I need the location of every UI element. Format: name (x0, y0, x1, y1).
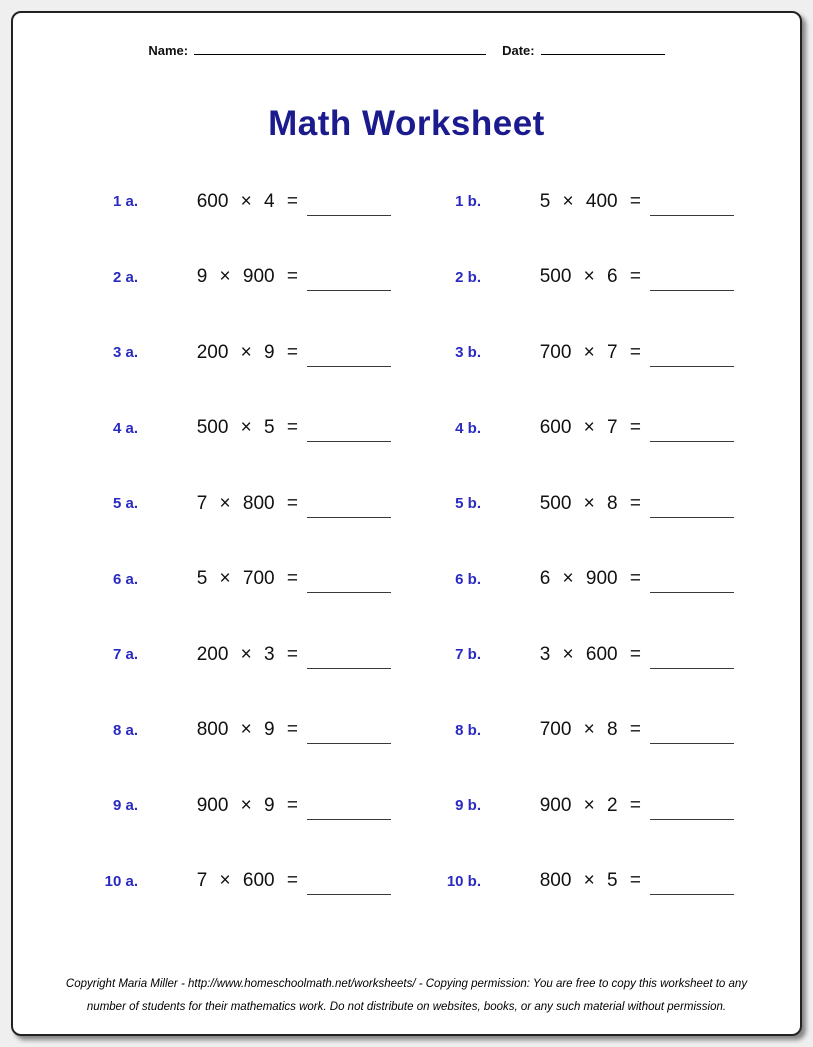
problem-cell (441, 164, 800, 240)
problem-number: 8 a. (112, 721, 138, 739)
problem-cell (441, 617, 800, 693)
problem-cell (441, 542, 800, 618)
problem-expression: 500 × 5 = (196, 417, 298, 439)
problem-cell (98, 391, 441, 467)
page-title: Math Worksheet (268, 104, 545, 143)
name-blank (194, 43, 486, 55)
problem-expression: 3 × 600 = (539, 643, 641, 665)
problem-number: 7 a. (112, 646, 138, 664)
problem-number: 6 a. (112, 570, 138, 588)
problems-grid (13, 144, 800, 919)
problem-cell (441, 844, 800, 920)
problem-expression: 9 × 900 = (196, 266, 298, 288)
problem-cell (98, 240, 441, 316)
answer-blank (650, 502, 734, 518)
answer-blank (307, 426, 391, 442)
problem-expression: 7 × 600 = (196, 870, 298, 892)
problem-number: 3 a. (112, 344, 138, 362)
problem-number: 1 a. (112, 193, 138, 211)
problem-expression: 5 × 400 = (539, 190, 641, 212)
answer-blank (650, 200, 734, 216)
problem-cell (441, 693, 800, 769)
problem-number: 7 b. (455, 646, 481, 664)
answer-blank (307, 200, 391, 216)
problem-cell (98, 466, 441, 542)
name-label: Name: (148, 43, 189, 58)
problem-cell (98, 693, 441, 769)
problem-cell (98, 844, 441, 920)
problem-number: 3 b. (455, 344, 481, 362)
problem-cell (441, 768, 800, 844)
problem-expression: 700 × 7 = (539, 341, 641, 363)
answer-blank (307, 653, 391, 669)
worksheet-page (11, 11, 802, 1036)
problem-number: 2 b. (455, 268, 481, 286)
problem-expression: 500 × 6 = (539, 266, 641, 288)
problem-number: 5 a. (112, 495, 138, 513)
problem-cell (98, 617, 441, 693)
problem-expression: 600 × 4 = (196, 190, 298, 212)
answer-blank (650, 577, 734, 593)
problem-number: 9 a. (112, 797, 138, 815)
problem-expression: 5 × 700 = (196, 568, 298, 590)
copyright-line-2: number of students for their mathematics work. Do not distribute on websites, books, or any such material without permission. (86, 1000, 727, 1013)
problem-number: 10 b. (446, 872, 481, 890)
problem-expression: 7 × 800 = (196, 492, 298, 514)
problem-cell (98, 542, 441, 618)
problem-cell (98, 164, 441, 240)
problem-number: 4 a. (112, 419, 138, 437)
problem-number: 6 b. (455, 570, 481, 588)
answer-blank (307, 351, 391, 367)
problem-cell (441, 466, 800, 542)
answer-blank (650, 653, 734, 669)
name-date-row (13, 13, 800, 58)
date-blank (541, 43, 665, 55)
problem-expression: 600 × 7 = (539, 417, 641, 439)
problem-expression: 900 × 2 = (539, 794, 641, 816)
problem-cell (441, 391, 800, 467)
copyright-line-1: Copyright Maria Miller - http://www.homeschoolmath.net/worksheets/ - Copying permission: You are free to copy this worksheet to any (65, 978, 748, 991)
problem-number: 10 a. (104, 872, 138, 890)
problem-expression: 800 × 9 = (196, 719, 298, 741)
answer-blank (307, 577, 391, 593)
answer-blank (650, 275, 734, 291)
answer-blank (650, 804, 734, 820)
problem-number: 8 b. (455, 721, 481, 739)
date-label: Date: (502, 43, 535, 58)
problem-expression: 900 × 9 = (196, 794, 298, 816)
problem-expression: 500 × 8 = (539, 492, 641, 514)
answer-blank (307, 502, 391, 518)
problem-expression: 200 × 3 = (196, 643, 298, 665)
problem-number: 1 b. (455, 193, 481, 211)
answer-blank (307, 275, 391, 291)
answer-blank (650, 879, 734, 895)
copyright-footer (13, 973, 800, 1018)
problem-cell (441, 240, 800, 316)
answer-blank (307, 728, 391, 744)
problem-cell (441, 315, 800, 391)
answer-blank (307, 804, 391, 820)
answer-blank (650, 426, 734, 442)
answer-blank (650, 351, 734, 367)
problem-expression: 200 × 9 = (196, 341, 298, 363)
problem-expression: 6 × 900 = (539, 568, 641, 590)
problem-cell (98, 315, 441, 391)
problem-cell (98, 768, 441, 844)
problem-expression: 700 × 8 = (539, 719, 641, 741)
problem-expression: 800 × 5 = (539, 870, 641, 892)
answer-blank (307, 879, 391, 895)
answer-blank (650, 728, 734, 744)
problem-number: 4 b. (455, 419, 481, 437)
problem-number: 2 a. (112, 268, 138, 286)
problem-number: 9 b. (455, 797, 481, 815)
problem-number: 5 b. (455, 495, 481, 513)
